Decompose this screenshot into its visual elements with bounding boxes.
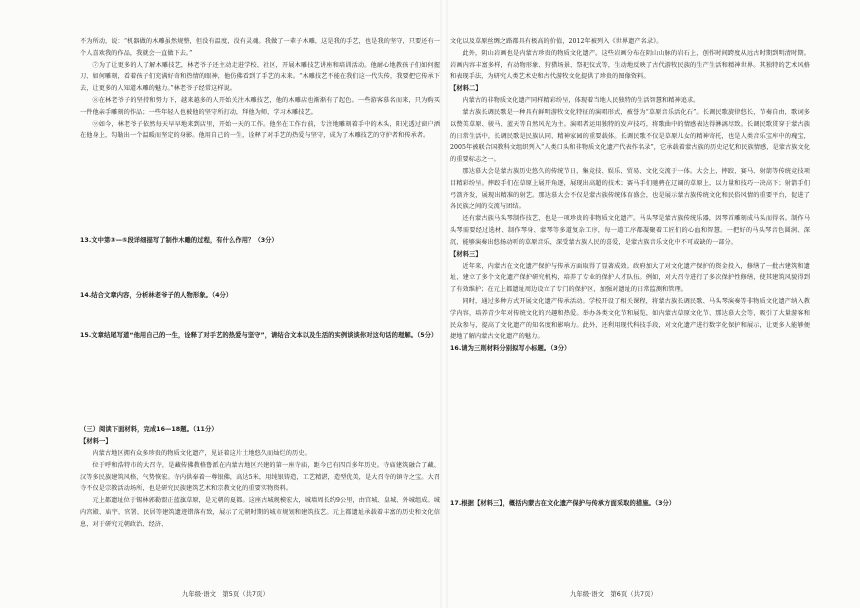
material-heading: 【材料三】 <box>450 250 482 258</box>
material-paragraph: 同时，通过多种方式开展文化遗产传承活动。学校开设了相关课程，将蒙古族长调民歌、马头琴演奏等非物质文化遗产纳入教学内容，培养青少年对传统文化的兴趣和热爱。举办各类文化节和展览，如内蒙古草原文化节、那达慕大会等，吸引了大量游客和民众参与，提高了文化遗产的知名度和影响力。此外，还利用现代科技手段，对文化遗产进行数字化保护和展示，让更多人能够便捷地了解内蒙古文化遗产的魅力。 <box>450 297 810 341</box>
page-footer: 九年级·语文 第6页（共7页） <box>570 590 657 598</box>
passage-paragraph: ⑧在林老爷子的坚持和努力下，越来越多的人开始关注木雕技艺，他的木雕店也渐渐有了起色。一些游客慕名而来，只为购买一件他亲手雕刻的作品；一些年轻人也被他的坚守所打动，拜他为师，学习木雕技艺。 <box>80 96 440 116</box>
question-16: 16.请为三则材料分别拟写小标题。（3分） <box>450 345 571 353</box>
material-paragraph: 近年来，内蒙古在文化遗产保护与传承方面取得了显著成效。政府加大了对文化遗产保护的资金投入，修缮了一批古建筑和遗址，建立了多个文化遗产保护研究机构，培养了专业的保护人才队伍。例如，对大召寺进行了多次保护性修缮，使其建筑风貌得到了有效维护；在元上都遗址周边设立了专门的保护区，加强对遗址的日常监测和管理。 <box>450 262 810 294</box>
material-paragraph: 元上都遗址位于锡林郭勒盟正蓝旗草原，是元朝的夏都。这座古城规模宏大，城墙周长约9公里，由宫城、皇城、外城组成。城内宫殿、庙宇、官署、民居等建筑遗迹错落有致，展示了元朝时期的城市规划和建筑技艺。元上都遗址承载着丰富的历史和文化信息，对于研究元朝政治、经济、 <box>80 497 440 528</box>
material-heading: 【材料一】 <box>80 438 112 445</box>
passage-paragraph: 不为所动，说：“机器做的木雕虽然规整，但没有温度，没有灵魂。我做了一辈子木雕，这是我的手艺，也是我的坚守，只要还有一个人喜欢我的作品，我就会一直做下去。” <box>80 38 440 57</box>
page-footer: 九年级·语文 第5页（共7页） <box>182 590 269 598</box>
passage-paragraph: ⑦为了让更多的人了解木雕技艺，林老爷子还主动走进学校、社区，开展木雕技艺讲座和培训活动。他耐心地教孩子们如何握刀、如何雕刻，看着孩子们充满好奇和热情的眼神，他仿佛看到了手艺的未来。“木雕技艺不能在我们这一代失传，我要把它传承下去，让更多的人知道木雕的魅力。”林老爷子经常这样说。 <box>80 61 440 93</box>
material-paragraph: 此外，阴山岩画也是内蒙古珍贵的物质文化遗产。这些岩画分布在阴山山脉的岩石上，创作时间跨度从远古时期到明清时期。岩画内容丰富多样，有动物形象、狩猎场景、祭祀仪式等，生动地反映了古代游牧民族的生产生活和精神世界。其独特的艺术风格和表现手法，为研究人类艺术史和古代游牧文化提供了珍贵的图像资料。 <box>450 49 810 81</box>
material-paragraph: 位于呼和浩特市的大召寺，是藏传佛教格鲁派在内蒙古地区兴建的第一座寺庙，距今已有四百多年历史。寺庙建筑融合了藏、汉等多民族建筑风格，气势恢宏。寺内供奉着一尊银佛，高达5米，用纯银铸造，工艺精湛，造型优美，是大召寺的镇寺之宝。大召寺不仅是宗教活动场所，也是研究民族建筑艺术和宗教文化的重要实物资料。 <box>80 461 440 493</box>
passage-paragraph: ⑨如今，林老爷子依然每天早早地来到店里，开始一天的工作。他坐在工作台前，专注地雕刻着手中的木头，阳光透过窗户洒在他身上，勾勒出一个温暖而坚定的身影。他用自己的一生，诠释了对手艺的热爱与坚守，成为了木雕技艺的守护者和传承者。 <box>80 120 440 140</box>
section-heading: （三）阅读下面材料，完成16—18题。（11分） <box>80 426 218 433</box>
material-paragraph: 内蒙古地区拥有众多珍贵的物质文化遗产，见证着这片土地悠久而灿烂的历史。 <box>92 450 311 457</box>
material-paragraph: 还有蒙古族马头琴制作技艺，也是一项珍贵的非物质文化遗产。马头琴是蒙古族传统乐器，因琴首雕刻成马头而得名。制作马头琴需要经过选材、制作琴身、蒙琴等多道复杂工序，每一道工序都凝聚着工匠们的心血和智慧。一把好的马头琴音色圆润、深沉，能够演奏出悠扬动听的草原音乐，深受蒙古族人民的喜爱，是蒙古族音乐文化中不可或缺的一部分。 <box>450 215 810 246</box>
right-page <box>450 0 810 608</box>
material-paragraph: 那达慕大会是蒙古族历史悠久的传统节日，集竞技、娱乐、贸易、文化交流于一体。大会上，摔跤、赛马、射箭等传统竞技项目精彩纷呈。摔跤手们在草原上展开角逐，展现出高超的技术；赛马手们驰骋在辽阔的草原上，以力量和技巧一决高下；射箭手们弓箭齐发，展现出精准的射艺。那达慕大会不仅是蒙古族传统体育盛会，也是展示蒙古族传统文化和民俗风情的重要平台，促进了各民族之间的交流与团结。 <box>450 167 810 211</box>
material-paragraph: 文化以及草原丝绸之路都具有极高的价值，2012年被列入《世界遗产名录》。 <box>450 38 663 45</box>
question-14: 14.结合文章内容，分析林老爷子的人物形象。（4分） <box>80 292 233 299</box>
material-heading: 【材料二】 <box>450 85 482 93</box>
material-paragraph: 内蒙古的非物质文化遗产同样精彩纷呈，体现着当地人民独特的生活智慧和精神追求。 <box>462 97 700 105</box>
question-13: 13.文中第③—⑤段详细描写了制作木雕的过程，有什么作用？（3分） <box>80 237 278 244</box>
material-paragraph: 蒙古族长调民歌是一种具有鲜明游牧文化特征的演唱形式，被誉为“草原音乐活化石”。长调民歌旋律悠长，节奏自由，歌词多以赞美草原、骏马、蓝天等自然风光为主。演唱者运用独特的发声技巧，将歌曲中的情感表达得淋漓尽致。长调民歌贯穿于蒙古族的日常生活中，长调民歌是民族认同、精神家园的重要载体。长调民歌不仅是草原儿女的精神寄托，也是人类音乐宝库中的瑰宝，2005年被联合国教科文组织列入“人类口头和非物质文化遗产代表作名录”，它承载着蒙古族的历史记忆和民族情感，是蒙古族文化的重要标志之一。 <box>450 108 810 164</box>
question-17: 17.根据【材料三】，概括内蒙古在文化遗产保护与传承方面采取的措施。（3分） <box>450 500 676 507</box>
page-gutter <box>440 0 448 608</box>
left-page <box>80 0 440 608</box>
question-15: 15.文章结尾写道“他用自己的一生，诠释了对手艺的热爱与坚守”，请结合文本以及生活的实例谈谈你对这句话的理解。（5分） <box>80 332 438 339</box>
